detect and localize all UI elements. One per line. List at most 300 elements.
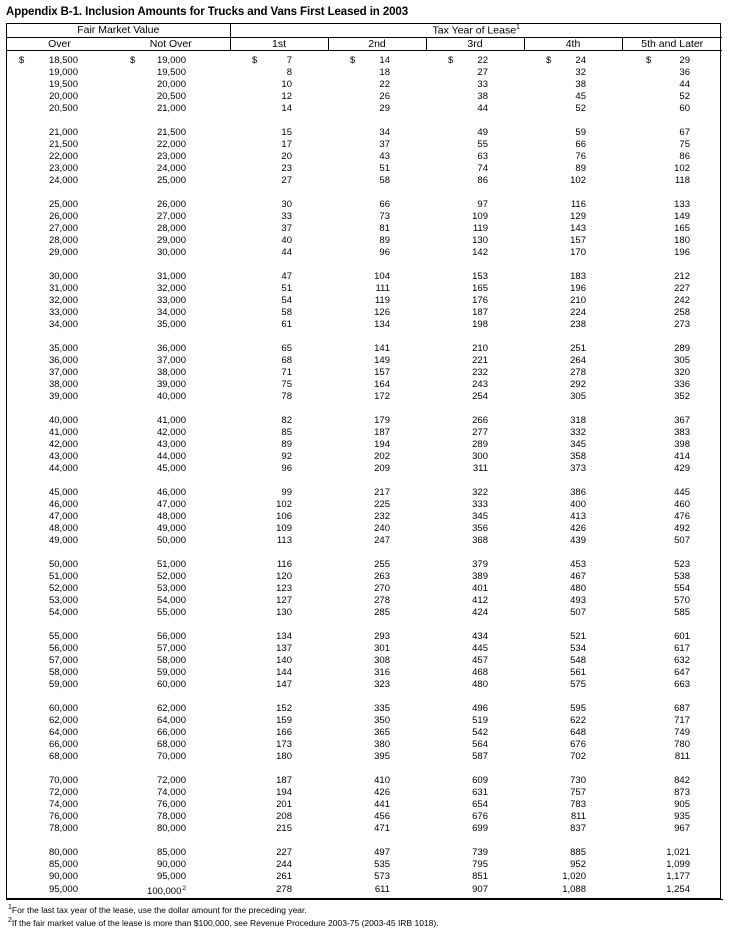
cell-year-2 [328,319,426,331]
cell-year-4 [524,415,622,427]
cell-year-5-and-later [622,787,722,799]
cell-year-3-value: 187 [472,306,488,318]
cell-not-over [112,811,230,823]
cell-year-2-value: 350 [374,714,390,726]
table-row [7,355,722,367]
cell-not-over-value: 19,000 [156,54,186,66]
cell-not-over [112,391,230,403]
cell-year-2-value: 380 [374,738,390,750]
cell-year-4 [524,223,622,235]
table-header [7,24,722,51]
cell-not-over-value: 41,000 [156,414,186,426]
cell-year-5-and-later-value: 445 [674,486,690,498]
cell-over-value: 23,000 [48,162,78,174]
cell-over [7,91,112,103]
cell-year-1 [230,871,328,883]
cell-year-1-value: 51 [281,282,292,294]
column-header-not-over: Not Over [112,37,230,50]
cell-year-3-value: 130 [472,234,488,246]
cell-year-4 [524,175,622,187]
cell-year-1-value: 78 [281,390,292,402]
cell-not-over [112,247,230,259]
cell-year-4-value: 521 [570,630,586,642]
cell-over [7,643,112,655]
cell-year-1 [230,487,328,499]
cell-year-4-value: 837 [570,822,586,834]
cell-not-over [112,559,230,571]
cell-year-5-and-later-value: 75 [679,138,690,150]
cell-year-4 [524,559,622,571]
cell-year-5-and-later-value: 749 [674,726,690,738]
table-row [7,367,722,379]
cell-over [7,679,112,691]
column-header-2nd: 2nd [328,37,426,50]
cell-year-2 [328,535,426,547]
cell-over-value: 42,000 [48,438,78,450]
cell-year-3-value: 63 [477,150,488,162]
cell-not-over [112,67,230,79]
cell-not-over [112,307,230,319]
cell-not-over [112,91,230,103]
cell-year-5-and-later-value: 538 [674,570,690,582]
cell-year-3 [426,487,524,499]
cell-year-3 [426,715,524,727]
cell-year-4 [524,607,622,619]
cell-over [7,703,112,715]
cell-year-3-value: 289 [472,438,488,450]
cell-year-1 [230,79,328,91]
cell-over [7,247,112,259]
cell-not-over-value: 62,000 [156,702,186,714]
cell-year-2 [328,595,426,607]
cell-over [7,175,112,187]
cell-not-over [112,235,230,247]
cell-year-3 [426,739,524,751]
cell-over-value: 53,000 [48,594,78,606]
cell-year-1-value: 261 [276,870,292,882]
cell-year-4-value: 116 [570,198,586,210]
cell-not-over [112,127,230,139]
cell-year-5-and-later [622,295,722,307]
cell-year-3-value: 412 [472,594,488,606]
cell-year-4 [524,751,622,763]
cell-year-4 [524,103,622,115]
cell-year-5-and-later [622,163,722,175]
cell-year-2 [328,211,426,223]
cell-year-1 [230,811,328,823]
cell-not-over [112,343,230,355]
group-spacer [7,691,722,703]
cell-year-4 [524,595,622,607]
cell-not-over-value: 45,000 [156,462,186,474]
cell-year-2-value: 149 [374,354,390,366]
cell-over-value: 38,000 [48,378,78,390]
cell-year-5-and-later-value: 52 [679,90,690,102]
cell-year-3 [426,247,524,259]
cell-not-over-value: 64,000 [156,714,186,726]
cell-over-value: 54,000 [48,606,78,618]
cell-not-over [112,871,230,883]
table-row [7,319,722,331]
cell-year-5-and-later-value: 336 [674,378,690,390]
cell-year-5-and-later-value: 460 [674,498,690,510]
cell-year-1 [230,307,328,319]
cell-year-1-value: 134 [276,630,292,642]
cell-year-5-and-later [622,451,722,463]
cell-year-2-value: 81 [379,222,390,234]
cell-not-over-value: 39,000 [156,378,186,390]
cell-not-over-value: 19,500 [156,66,186,78]
cell-over [7,847,112,859]
cell-not-over-value: 100,000$^2$ [147,884,186,897]
cell-year-2-value: 202 [374,450,390,462]
table-row [7,799,722,811]
cell-year-2 [328,883,426,898]
cell-year-3-value: 142 [472,246,488,258]
cell-year-1-value: 123 [276,582,292,594]
cell-over-value: 22,000 [48,150,78,162]
cell-year-3-value: 254 [472,390,488,402]
cell-year-2 [328,463,426,475]
cell-year-2-value: 301 [374,642,390,654]
cell-year-5-and-later [622,607,722,619]
cell-year-4-value: 426 [570,522,586,534]
cell-not-over [112,211,230,223]
cell-over-value: 74,000 [48,798,78,810]
cell-year-2 [328,643,426,655]
cell-over [7,559,112,571]
cell-over [7,583,112,595]
cell-not-over [112,319,230,331]
cell-over-value: 24,000 [48,174,78,186]
cell-over-value: 44,000 [48,462,78,474]
cell-not-over [112,655,230,667]
cell-year-1-value: 137 [276,642,292,654]
cell-year-2 [328,871,426,883]
cell-not-over-value: 85,000 [156,846,186,858]
cell-not-over-value: 40,000 [156,390,186,402]
cell-year-5-and-later-value: 196 [674,246,690,258]
cell-not-over [112,535,230,547]
cell-year-4 [524,367,622,379]
footnote-2-marker: 2 [8,917,12,925]
cell-year-5-and-later-value: 507 [674,534,690,546]
cell-year-1-value: 54 [281,294,292,306]
cell-not-over-value: 36,000 [156,342,186,354]
cell-not-over [112,703,230,715]
cell-year-3 [426,751,524,763]
cell-year-2 [328,811,426,823]
group-spacer-cell [7,835,722,847]
cell-year-5-and-later-value: 935 [674,810,690,822]
table-row [7,67,722,79]
cell-year-3-value: 27 [477,66,488,78]
cell-year-1 [230,127,328,139]
cell-year-5-and-later-value: 149 [674,210,690,222]
cell-year-4-value: 952 [570,858,586,870]
cell-year-1-value: 152 [276,702,292,714]
cell-year-5-and-later [622,427,722,439]
cell-year-1-value: 47 [281,270,292,282]
cell-year-4-value: 622 [570,714,586,726]
cell-year-3 [426,343,524,355]
cell-year-2 [328,247,426,259]
cell-not-over [112,487,230,499]
cell-year-5-and-later [622,103,722,115]
cell-not-over-value: 60,000 [156,678,186,690]
cell-year-4 [524,775,622,787]
cell-year-1-value: 65 [281,342,292,354]
table-body [7,51,720,898]
table-row [7,811,722,823]
cell-not-over [112,355,230,367]
cell-over [7,607,112,619]
cell-year-5-and-later-value: 811 [674,750,690,762]
cell-year-3 [426,643,524,655]
cell-year-1-value: 120 [276,570,292,582]
group-spacer [7,835,722,847]
cell-year-4-value: 400 [570,498,586,510]
cell-over-value: 45,000 [48,486,78,498]
group-spacer-cell [7,403,722,415]
cell-year-1 [230,283,328,295]
cell-over [7,139,112,151]
cell-year-3 [426,859,524,871]
cell-year-5-and-later [622,847,722,859]
cell-year-5-and-later [622,355,722,367]
cell-over-value: 62,000 [48,714,78,726]
cell-year-4-value: 595 [570,702,586,714]
cell-over-value: 29,000 [48,246,78,258]
cell-year-5-and-later-value: 492 [674,522,690,534]
cell-year-4-value: 534 [570,642,586,654]
cell-over [7,415,112,427]
cell-year-2 [328,91,426,103]
group-spacer [7,259,722,271]
table-row [7,715,722,727]
table-row [7,415,722,427]
column-header-5th-and-later: 5th and Later [622,37,722,50]
table-row [7,787,722,799]
cell-year-1-value: 106 [276,510,292,522]
cell-over-value: 90,000 [48,870,78,882]
cell-year-5-and-later-value: 632 [674,654,690,666]
cell-over-value: 68,000 [48,750,78,762]
cell-over [7,319,112,331]
cell-over-value: 34,000 [48,318,78,330]
cell-not-over-value: 76,000 [156,798,186,810]
cell-not-over [112,607,230,619]
cell-year-2-value: 255 [374,558,390,570]
cell-year-1 [230,583,328,595]
cell-year-3 [426,235,524,247]
cell-year-1-value: 127 [276,594,292,606]
cell-over-value: 55,000 [48,630,78,642]
cell-over-value: 52,000 [48,582,78,594]
cell-over-value: 59,000 [48,678,78,690]
cell-over-value: 35,000 [48,342,78,354]
cell-year-3 [426,583,524,595]
cell-over-value: 36,000 [48,354,78,366]
cell-not-over-value: 43,000 [156,438,186,450]
cell-over [7,631,112,643]
column-header-4th: 4th [524,37,622,50]
cell-not-over-value: 35,000 [156,318,186,330]
cell-over-value: 21,500 [48,138,78,150]
cell-over-value: 33,000 [48,306,78,318]
cell-not-over [112,103,230,115]
cell-year-2-value: 263 [374,570,390,582]
cell-year-3-value: 74 [477,162,488,174]
cell-year-2-value: 37 [379,138,390,150]
cell-not-over [112,199,230,211]
cell-year-2 [328,451,426,463]
cell-year-1-value: 75 [281,378,292,390]
cell-over-value: 70,000 [48,774,78,786]
cell-year-4 [524,163,622,175]
cell-year-2 [328,583,426,595]
cell-not-over-value: 47,000 [156,498,186,510]
footnotes [6,899,723,929]
cell-year-2 [328,511,426,523]
cell-year-4-value: 730 [570,774,586,786]
cell-year-2-value: 573 [374,870,390,882]
cell-over [7,511,112,523]
cell-year-3-value: 322 [472,486,488,498]
currency-symbol: $ [646,54,652,66]
table-row [7,583,722,595]
cell-over [7,235,112,247]
cell-year-5-and-later [622,511,722,523]
cell-year-5-and-later [622,871,722,883]
cell-year-5-and-later [622,67,722,79]
cell-year-5-and-later-value: 118 [674,174,690,186]
table-row [7,607,722,619]
cell-year-3 [426,559,524,571]
cell-year-2 [328,295,426,307]
cell-over-value: 49,000 [48,534,78,546]
cell-over [7,739,112,751]
cell-year-4-value: 129 [570,210,586,222]
group-spacer-cell [7,475,722,487]
cell-not-over [112,283,230,295]
cell-year-5-and-later [622,799,722,811]
cell-year-5-and-later-value: 180 [674,234,690,246]
cell-year-4 [524,679,622,691]
cell-year-5-and-later-value: 601 [674,630,690,642]
cell-year-3 [426,787,524,799]
cell-year-3 [426,871,524,883]
table-row [7,343,722,355]
cell-not-over [112,499,230,511]
cell-not-over-value: 95,000 [156,870,186,882]
cell-year-2-value: 134 [374,318,390,330]
cell-over-value: 20,500 [48,102,78,114]
cell-over-value: 21,000 [48,126,78,138]
cell-year-3-value: 457 [472,654,488,666]
cell-year-5-and-later-value: 383 [674,426,690,438]
cell-year-4 [524,655,622,667]
cell-year-1-value: 12 [281,90,292,102]
cell-year-4-value: 480 [570,582,586,594]
table-header-row-group [7,24,722,37]
cell-year-3 [426,439,524,451]
cell-year-2-value: 217 [374,486,390,498]
cell-year-5-and-later [622,739,722,751]
cell-not-over-value: 22,000 [156,138,186,150]
cell-year-3-value: 153 [472,270,488,282]
group-spacer [7,403,722,415]
cell-year-5-and-later-value: 523 [674,558,690,570]
table-row [7,175,722,187]
cell-year-1-value: 144 [276,666,292,678]
cell-year-1-value: 30 [281,198,292,210]
cell-over [7,535,112,547]
table-row [7,211,722,223]
cell-year-3-value: 176 [472,294,488,306]
cell-year-4 [524,667,622,679]
cell-year-5-and-later-value: 476 [674,510,690,522]
cell-year-1 [230,451,328,463]
cell-year-3-value: 232 [472,366,488,378]
cell-year-1-value: 33 [281,210,292,222]
cell-year-1-value: 23 [281,162,292,174]
cell-year-2 [328,631,426,643]
table-row [7,91,722,103]
cell-year-3 [426,727,524,739]
cell-year-4 [524,571,622,583]
cell-over [7,715,112,727]
cell-year-3-value: 55 [477,138,488,150]
cell-year-4 [524,883,622,898]
cell-over-value: 26,000 [48,210,78,222]
footnote-ref: 2 [182,884,186,892]
group-spacer-cell [7,259,722,271]
cell-year-1-value: 187 [276,774,292,786]
cell-year-2-value: 18 [379,66,390,78]
cell-year-3-value: 631 [472,786,488,798]
table-row [7,271,722,283]
cell-over [7,499,112,511]
cell-year-5-and-later-value: 1,177 [666,870,690,882]
cell-year-5-and-later-value: 617 [674,642,690,654]
cell-year-5-and-later [622,499,722,511]
cell-year-2 [328,667,426,679]
cell-year-5-and-later-value: 352 [674,390,690,402]
cell-year-5-and-later [622,223,722,235]
cell-over [7,883,112,898]
table-row [7,883,722,898]
cell-over [7,307,112,319]
cell-year-1-value: 92 [281,450,292,462]
cell-not-over [112,511,230,523]
cell-over [7,811,112,823]
table-row [7,379,722,391]
cell-year-4 [524,499,622,511]
cell-year-3 [426,319,524,331]
cell-year-3 [426,271,524,283]
cell-not-over [112,751,230,763]
cell-over-value: 80,000 [48,846,78,858]
cell-year-5-and-later [622,679,722,691]
cell-year-5-and-later [622,535,722,547]
cell-year-5-and-later [622,571,722,583]
cell-year-1-value: 71 [281,366,292,378]
cell-year-2-value: 240 [374,522,390,534]
cell-not-over [112,883,230,898]
cell-year-3 [426,415,524,427]
cell-year-5-and-later-value: 44 [679,78,690,90]
